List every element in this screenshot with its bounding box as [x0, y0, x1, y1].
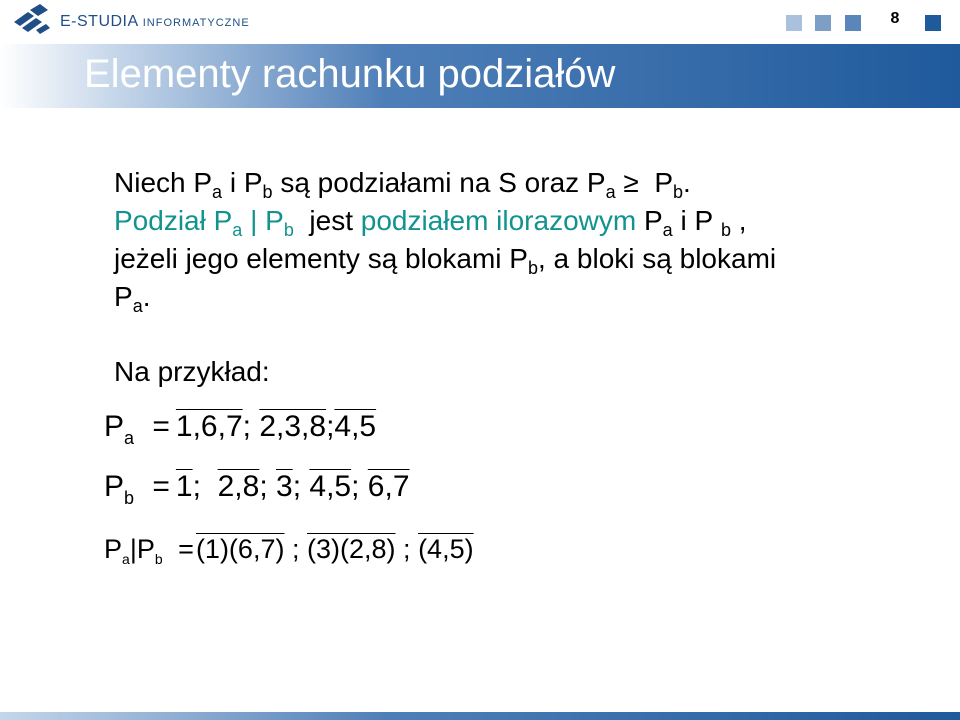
brand-main: E-STUDIA [60, 13, 138, 30]
block: 3 [276, 470, 293, 503]
block: 2,3,8 [259, 410, 327, 443]
term-text: podziałem ilorazowym [360, 205, 637, 236]
formula-lhs: P [104, 470, 125, 503]
subscript: a [212, 182, 223, 202]
subscript: b [262, 182, 273, 202]
block: 1 [175, 470, 193, 503]
subscript: a [132, 296, 143, 316]
text: P [114, 281, 133, 312]
subscript: b [720, 220, 731, 240]
text: Niech P [114, 167, 213, 198]
definition-paragraph [114, 164, 894, 316]
separator: ; [292, 470, 302, 503]
text: , a bloki są blokami [538, 243, 777, 274]
brand-small: INFORMATYCZNE [142, 17, 250, 29]
subscript: b [124, 488, 135, 508]
subscript: a [124, 428, 135, 448]
header-bar [0, 0, 960, 44]
subscript: a [232, 220, 243, 240]
subscript: b [283, 220, 294, 240]
subscript: b [673, 182, 684, 202]
text: P [636, 205, 663, 236]
text: i P [222, 167, 263, 198]
subscript: a [122, 551, 130, 567]
text: jeżeli jego elementy są blokami P [114, 243, 528, 274]
text: są podziałami na S oraz P [272, 167, 606, 198]
separator: ; [192, 470, 201, 503]
block: 4,5 [334, 410, 377, 443]
brand-name [60, 13, 250, 31]
equals-sign: = [152, 470, 170, 503]
subscript: b [527, 258, 538, 278]
slide-title: Elementy rachunku podziałów [84, 52, 616, 96]
separator: ; [403, 534, 411, 564]
bar-symbol: | [129, 534, 137, 564]
text: . [683, 167, 691, 198]
text: i P [672, 205, 714, 236]
formula-pa [104, 410, 377, 448]
block: 2,8 [217, 470, 260, 503]
subscript: a [605, 182, 616, 202]
term-text: | P [242, 205, 284, 236]
deco-square-2 [815, 15, 831, 31]
text: , [730, 205, 747, 236]
formula-lhs: P [104, 534, 123, 564]
separator: ; [351, 470, 360, 503]
separator: ; [326, 410, 335, 443]
deco-square-4 [925, 15, 941, 31]
text: P [638, 167, 674, 198]
subscript: b [154, 551, 163, 567]
text: . [142, 281, 151, 312]
separator: ; [259, 470, 268, 503]
formula-lhs: P [136, 534, 155, 564]
block: 4,5 [309, 470, 352, 503]
footer-bar [0, 712, 960, 720]
definition-line-2 [114, 202, 894, 240]
example-label: Na przykład: [114, 356, 270, 387]
equals-sign: = [152, 410, 170, 443]
definition-line-3 [114, 240, 894, 278]
page-number: 8 [890, 10, 900, 27]
definition-line-4 [114, 278, 894, 316]
definition-line-1 [114, 164, 894, 202]
logo-icon [10, 4, 52, 38]
block: (4,5) [418, 534, 474, 564]
block: (1)(6,7) [195, 534, 285, 564]
term-text: Podział P [114, 205, 233, 236]
formula-lhs: P [104, 410, 125, 443]
block: 6,7 [367, 470, 410, 503]
formula-pb [104, 470, 410, 508]
equals-sign: = [178, 534, 194, 564]
block: (3)(2,8) [307, 534, 396, 564]
formula-quotient [104, 534, 474, 565]
block: 1,6,7 [175, 410, 243, 443]
subscript: a [662, 220, 673, 240]
deco-square-3 [845, 15, 861, 31]
separator: ; [291, 534, 300, 564]
deco-square-1 [786, 15, 802, 31]
geq-symbol: ≥ [623, 167, 639, 198]
separator: ; [242, 410, 251, 443]
text: jest [293, 205, 361, 236]
